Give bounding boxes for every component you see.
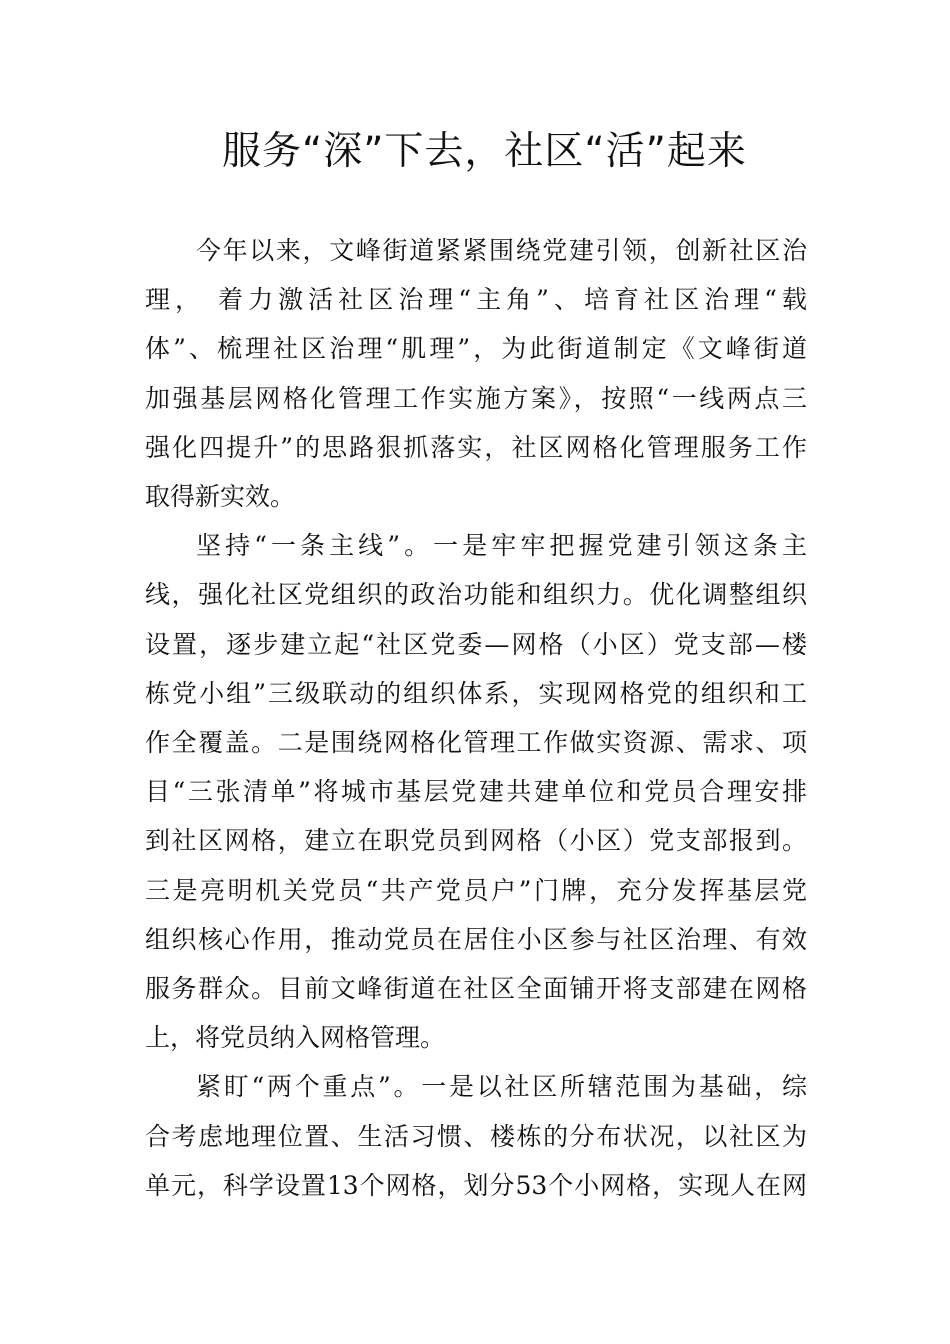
paragraph-intro bbox=[145, 226, 807, 521]
text-line: 今年以来，文峰街道紧紧围绕党建引领，创新社区治 bbox=[196, 236, 807, 265]
text-line: 线，强化社区党组织的政治功能和组织力。优化调整组织 bbox=[145, 580, 807, 610]
text-line: 服务群众。目前文峰街道在社区全面铺开将支部建在网格 bbox=[145, 974, 807, 1004]
text-line: 坚持“一条主线”。一是牢牢把握党建引领这条主 bbox=[196, 531, 807, 561]
paragraph-two-focus bbox=[145, 1062, 807, 1210]
document-body bbox=[145, 226, 807, 1210]
text-line: 紧盯“两个重点”。一是以社区所辖范围为基础，综 bbox=[196, 1072, 807, 1102]
paragraph-main-line bbox=[145, 521, 807, 1062]
text-line: 理， 着力激活社区治理“主角”、培育社区治理“载 bbox=[145, 285, 807, 315]
text-line: 上，将党员纳入网格管理。 bbox=[145, 1023, 446, 1053]
text-line: 加强基层网格化管理工作实施方案》，按照“一线两点三 bbox=[145, 383, 807, 413]
text-line: 强化四提升”的思路狠抓落实，社区网格化管理服务工作 bbox=[145, 432, 807, 462]
text-line: 组织核心作用，推动党员在居住小区参与社区治理、有效 bbox=[145, 924, 807, 954]
text-line: 三是亮明机关党员“共产党员户”门牌，充分发挥基层党 bbox=[145, 875, 807, 905]
text-line: 设置，逐步建立起“社区党委—网格（小区）党支部—楼 bbox=[145, 629, 807, 659]
text-line: 作全覆盖。二是围绕网格化管理工作做实资源、需求、项 bbox=[145, 728, 807, 758]
text-line: 合考虑地理位置、生活习惯、楼栋的分布状况，以社区为 bbox=[145, 1121, 807, 1151]
text-line: 目“三张清单”将城市基层党建共建单位和党员合理安排 bbox=[145, 777, 807, 807]
text-line: 到社区网格，建立在职党员到网格（小区）党支部报到。 bbox=[145, 826, 807, 856]
text-line: 取得新实效。 bbox=[145, 482, 296, 512]
text-line: 单元，科学设置13个网格，划分53个小网格，实现人在网 bbox=[145, 1170, 807, 1200]
text-line: 体”、梳理社区治理“肌理”，为此街道制定《文峰街道 bbox=[145, 334, 807, 364]
text-line: 栋党小组”三级联动的组织体系，实现网格党的组织和工 bbox=[145, 678, 807, 708]
document-title: 服务“深”下去，社区“活”起来 bbox=[222, 129, 747, 174]
